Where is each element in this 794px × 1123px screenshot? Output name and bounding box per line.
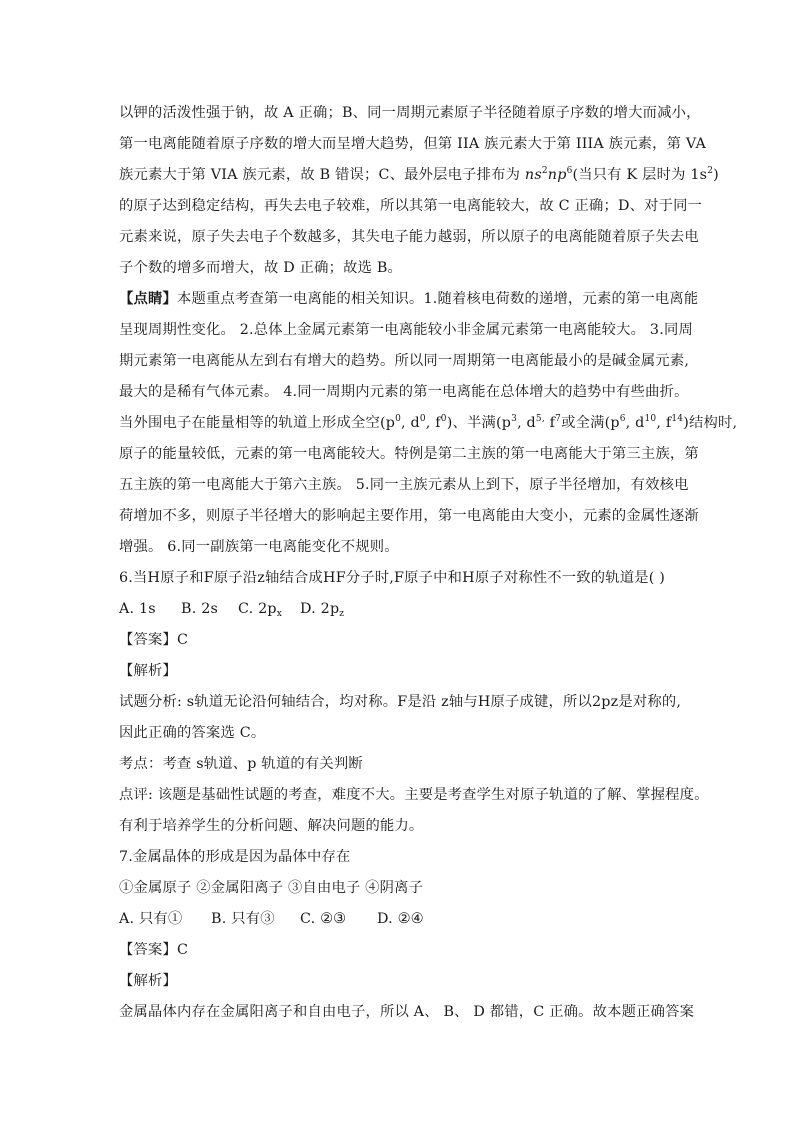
text-line: 最大的是稀有气体元素。 4.同一周期内元素的第一电离能在总体增大的趋势中有些曲折。 — [119, 384, 689, 400]
option-c: C. $2p_x$ — [238, 601, 283, 619]
answer-label: 【答案】C — [119, 632, 189, 648]
text-line: 金属晶体内存在金属阳离子和自由电子，所以 A、 B、 D 都错，C 正确。故本题正确答案 — [119, 1004, 695, 1020]
option-d: D. $2p_z$ — [300, 601, 345, 619]
text-line: 元素来说，原子失去电子个数越多，其失电子能力越弱，所以原子的电离能随着原子失去电 — [119, 229, 699, 245]
answer-label: 【答案】C — [119, 942, 189, 958]
option-d: D. ②④ — [377, 911, 424, 927]
option-b: B. 只有③ — [211, 911, 275, 927]
analysis-label: 【解析】 — [119, 973, 177, 989]
option-a: A. 1s — [119, 601, 156, 617]
dianping-line: 点评: 该题是基础性试题的考查，难度不大。主要是考查学生对原子轨道的了解、掌握程度。 — [119, 787, 709, 803]
text-line: 增强。 6.同一副族第一电离能变化不规则。 — [119, 539, 399, 555]
text-line: 原子的能量较低，元素的第一电离能较大。特例是第二主族的第一电离能大于第三主族，第 — [119, 446, 699, 462]
text-line: 有利于培养学生的分析问题、解决问题的能力。 — [119, 818, 424, 834]
text-line: 当外围电子在能量相等的轨道上形成全空($p^0$, $d^0$, $f^0$)、半满($p^3$, $d^{5,}$ $f^7$或全满($p^6$, $d^{10}$, $f^{14}$)结构时, — [119, 414, 738, 431]
text-line: 的原子达到稳定结构，再失去电子较难，所以其第一电离能较大，故 C 正确；D、对于同一 — [119, 198, 703, 214]
document-body — [119, 98, 738, 1028]
question-6-options — [119, 594, 679, 625]
text-line: 荷增加不多，则原子半径增大的影响起主要作用，第一电离能由大变小，元素的金属性逐渐 — [119, 508, 699, 524]
dianjing-label: 【点睛】 — [119, 291, 177, 307]
question-7-items: ①金属原子 ②金属阳离子 ③自由电子 ④阴离子 — [119, 880, 424, 896]
text-line: 因此正确的答案选 C。 — [119, 725, 266, 741]
text-line: 第一电离能随着原子序数的增大而呈增大趋势，但第 IIA 族元素大于第 IIIA 族元素，第 VA — [119, 136, 706, 152]
text-line: 试题分析: s轨道无论沿何轴结合，均对称。F是沿 z轴与H原子成键，所以2pz是对称的, — [119, 694, 682, 710]
text-line: 五主族的第一电离能大于第六主族。 5.同一主族元素从上到下，原子半径增加，有效核电 — [119, 477, 689, 493]
text-line: 族元素大于第 VIA 族元素，故 B 错误；C、最外层电子排布为 $ns^2np^6$(当只有 K 层时为 $1s^2$) — [119, 166, 719, 183]
question-7-options — [119, 904, 679, 935]
option-c: C. ②③ — [300, 911, 347, 927]
text-line: 期元素第一电离能从左到右有增大的趋势。所以同一周期第一电离能最小的是碱金属元素, — [119, 353, 690, 369]
text-line: 子个数的增多而增大，故 D 正确；故选 B。 — [119, 260, 403, 276]
question-7-stem: 7.金属晶体的形成是因为晶体中存在 — [119, 849, 351, 865]
option-a: A. 只有① — [119, 911, 183, 927]
dianjing-line: 【点睛】本题重点考查第一电离能的相关知识。1.随着核电荷数的递增，元素的第一电离能 — [119, 291, 699, 307]
analysis-label: 【解析】 — [119, 663, 177, 679]
question-6-stem: 6.当H原子和F原子沿z轴结合成HF分子时,F原子中和H原子对称性不一致的轨道是( ) — [119, 570, 666, 586]
text-line: 呈现周期性变化。 2.总体上金属元素第一电离能较小非金属元素第一电离能较大。 3.同周 — [119, 322, 693, 338]
option-b: B. 2s — [181, 601, 219, 617]
kaodian-line: 考点：考查 s轨道、p 轨道的有关判断 — [119, 756, 363, 772]
text-line: 以钾的活泼性强于钠，故 A 正确；B、同一周期元素原子半径随着原子序数的增大而减小， — [119, 105, 701, 121]
